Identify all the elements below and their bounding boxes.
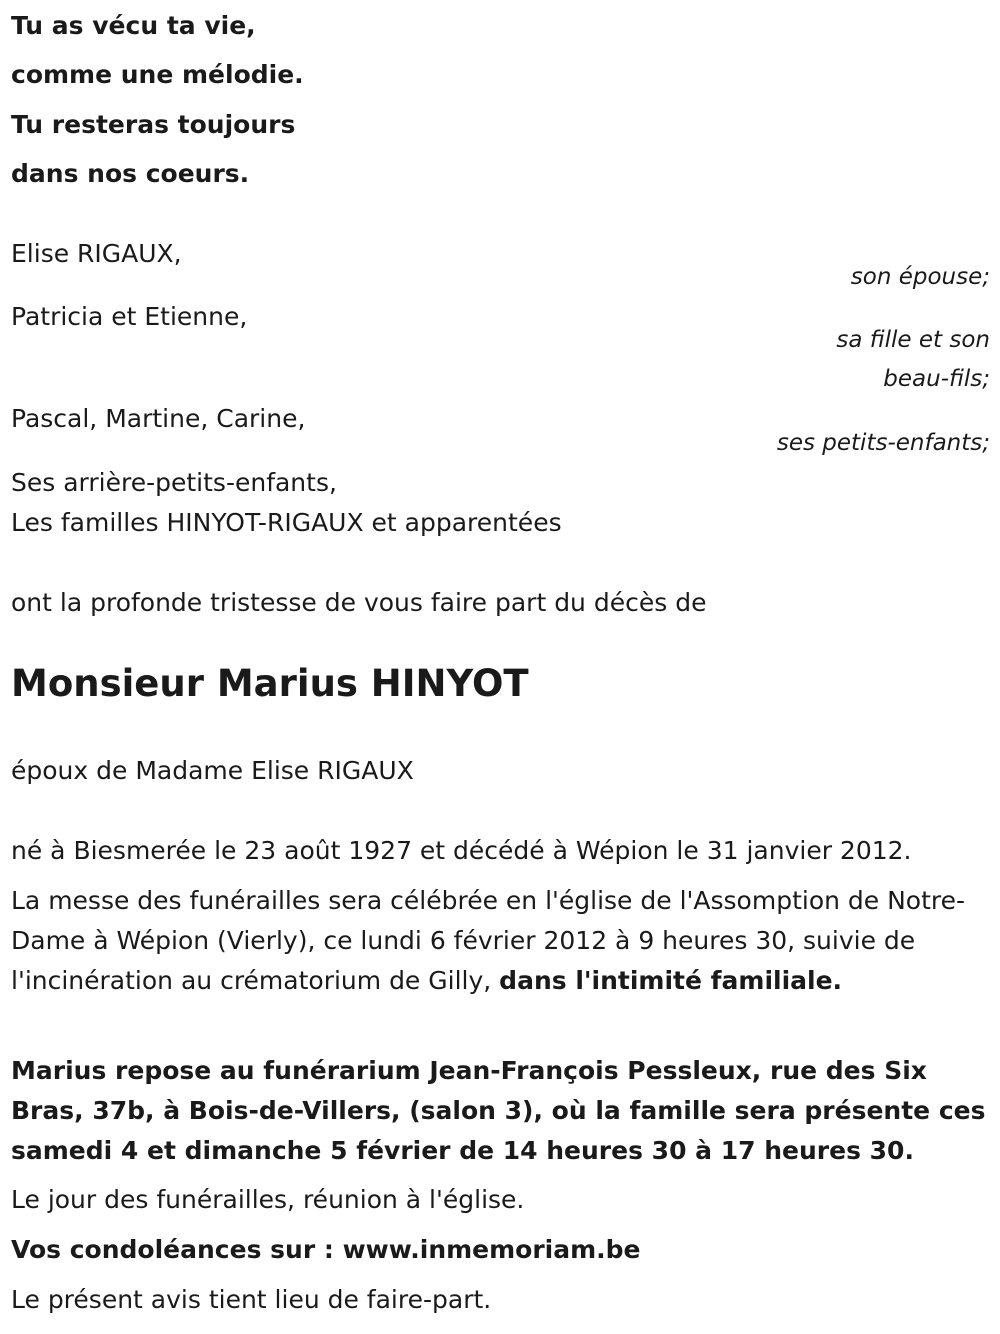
poem-line-3: Tu resteras toujours xyxy=(11,110,296,139)
grandchildren-role: ses petits-enfants; xyxy=(776,430,990,456)
notice: Le présent avis tient lieu de faire-part. xyxy=(11,1285,492,1314)
birth-death: né à Biesmerée le 23 août 1927 et décédé à Wépion le 31 janvier 2012. xyxy=(11,836,912,865)
grandchildren-names: Pascal, Martine, Carine, xyxy=(11,404,306,433)
funeral-text: La messe des funérailles sera célébrée en l'église de l'Assomption de Notre-Dame à Wépion (Vierly), ce lundi 6 février 2012 à 9 heures 30, suivie de l'incinération au crématorium de Gilly, xyxy=(11,886,966,995)
funerarium-paragraph: Marius repose au funérarium Jean-François Pessleux, rue des Six Bras, 37b, à Bois-de-Villers, (salon 3), où la famille sera présente ces samedi 4 et dimanche 5 février de 14 heures 30 à 17 heures 30. xyxy=(11,1056,986,1165)
poem-line-2: comme une mélodie. xyxy=(11,60,304,89)
poem-line-1: Tu as vécu ta vie, xyxy=(11,11,256,40)
announcement: ont la profonde tristesse de vous faire part du décès de xyxy=(11,588,707,617)
great-grandchildren: Ses arrière-petits-enfants, xyxy=(11,468,337,497)
funeral-paragraph xyxy=(11,881,986,1001)
spouse-name: Elise RIGAUX, xyxy=(11,239,182,268)
condolences: Vos condoléances sur : www.inmemoriam.be xyxy=(11,1235,641,1264)
children-role-2: beau-fils; xyxy=(883,366,990,392)
poem-line-4: dans nos coeurs. xyxy=(11,159,250,188)
families: Les familles HINYOT-RIGAUX et apparentées xyxy=(11,508,562,537)
spouse-role: son épouse; xyxy=(850,264,990,290)
meeting: Le jour des funérailles, réunion à l'église. xyxy=(11,1185,525,1214)
deceased-name: Monsieur Marius HINYOT xyxy=(11,662,529,705)
funeral-bold-text: dans l'intimité familiale. xyxy=(499,966,843,995)
spouse-of: époux de Madame Elise RIGAUX xyxy=(11,756,414,785)
children-names: Patricia et Etienne, xyxy=(11,302,248,331)
children-role-1: sa fille et son xyxy=(836,327,990,353)
